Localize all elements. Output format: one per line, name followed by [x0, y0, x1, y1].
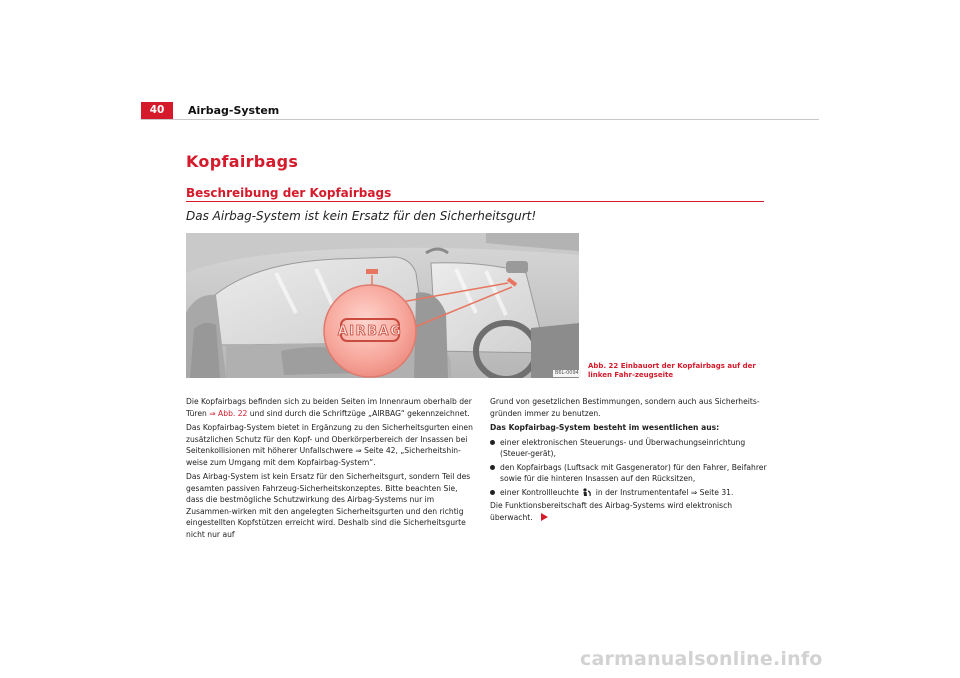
- figure-reference-link[interactable]: Abb. 22: [215, 408, 248, 418]
- paragraph: [490, 500, 770, 523]
- body-column-left: [186, 396, 476, 543]
- page-reference-link[interactable]: Seite 42, „Sicherheitshin-weise zum Umgang mit dem Kopfairbag-System“.: [186, 446, 461, 467]
- figure-caption: Abb. 22 Einbauort der Kopfairbags auf der linken Fahr-zeugseite: [588, 362, 756, 379]
- airbag-label-text: AIRBAG: [337, 324, 403, 339]
- section-title: Kopfairbags: [186, 152, 299, 171]
- page-reference-link[interactable]: Seite 31.: [697, 487, 734, 497]
- header-divider: [141, 119, 819, 120]
- paragraph: Grund von gesetzlichen Bestimmungen, sondern auch aus Sicherheits-gründen immer zu benutzen.: [490, 397, 760, 418]
- paragraph: [186, 396, 476, 419]
- text-run: Die Funktionsbereitschaft des Airbag-Systems wird elektronisch überwacht.: [490, 501, 733, 522]
- section-subtitle: Beschreibung der Kopfairbags: [186, 186, 392, 200]
- airbag-illustration: [186, 233, 579, 378]
- text-run: Das Kopfairbag-System bietet in Ergänzung zu den Sicherheitsgurten einen zusätzlichen Schutz für den Kopf- und Oberkörperbereich der Insassen bei Seitenkollisionen mit höherer Unfallschwere: [186, 423, 473, 455]
- arrow-glyph: ⇒: [690, 487, 698, 497]
- text-run: Die Kopfairbags befinden sich zu beiden Seiten im Innenraum oberhalb der Türen: [186, 397, 472, 418]
- arrow-glyph: ⇒: [355, 446, 362, 455]
- list-heading: Das Kopfairbag-System besteht im wesentlichen aus:: [490, 423, 720, 432]
- car-interior-drawing: [186, 233, 579, 378]
- list-item: [490, 487, 770, 499]
- list-item-text: einer elektronischen Steuerungs- und Überwachungseinrichtung (Steuer-gerät),: [500, 437, 746, 458]
- arrow-glyph: ⇒: [209, 408, 216, 418]
- paragraph: [186, 422, 476, 468]
- body-column-right: [490, 396, 770, 526]
- figure-code: B6L-0094: [555, 370, 579, 376]
- bullet-icon: [490, 440, 495, 445]
- list-item: [490, 462, 770, 485]
- text-run: und sind durch die Schriftzüge „AIRBAG“ gekennzeichnet.: [247, 408, 470, 418]
- list-item-text: den Kopfairbags (Luftsack mit Gasgenerator) für den Fahrer, Beifahrer sowie für die hinteren Insassen auf den Rücksitzen,: [500, 462, 767, 483]
- page-number: 40: [141, 102, 173, 119]
- continue-arrow-icon: [541, 513, 548, 521]
- bullet-icon: [490, 490, 495, 495]
- subtitle-divider: [186, 201, 764, 202]
- list-item: [490, 437, 770, 460]
- list-item-text: einer Kontrollleuchte: [500, 487, 582, 497]
- paragraph: Das Airbag-System ist kein Ersatz für den Sicherheitsgurt, sondern Teil des gesamten passiven Fahrzeug-Sicherheitskonzeptes. Bitte beachten Sie, dass die bestmögliche Schutzwirkung des Airbag-Systems nur im Zusammen-wirken mit den angelegten Sicherheitsgurten und den richtig eingestellten Kopfstützen erreicht wird. Deshalb sind die Sicherheitsgurte nicht nur auf: [186, 472, 471, 539]
- list-item-text: in der Instrumententafel: [593, 487, 691, 497]
- running-title: Airbag-System: [188, 104, 280, 117]
- lead-sentence: Das Airbag-System ist kein Ersatz für den Sicherheitsgurt!: [186, 209, 537, 223]
- airbag-warning-lamp-icon: [582, 488, 592, 497]
- watermark: carmanualsonline.info: [580, 648, 823, 670]
- bullet-icon: [490, 465, 495, 470]
